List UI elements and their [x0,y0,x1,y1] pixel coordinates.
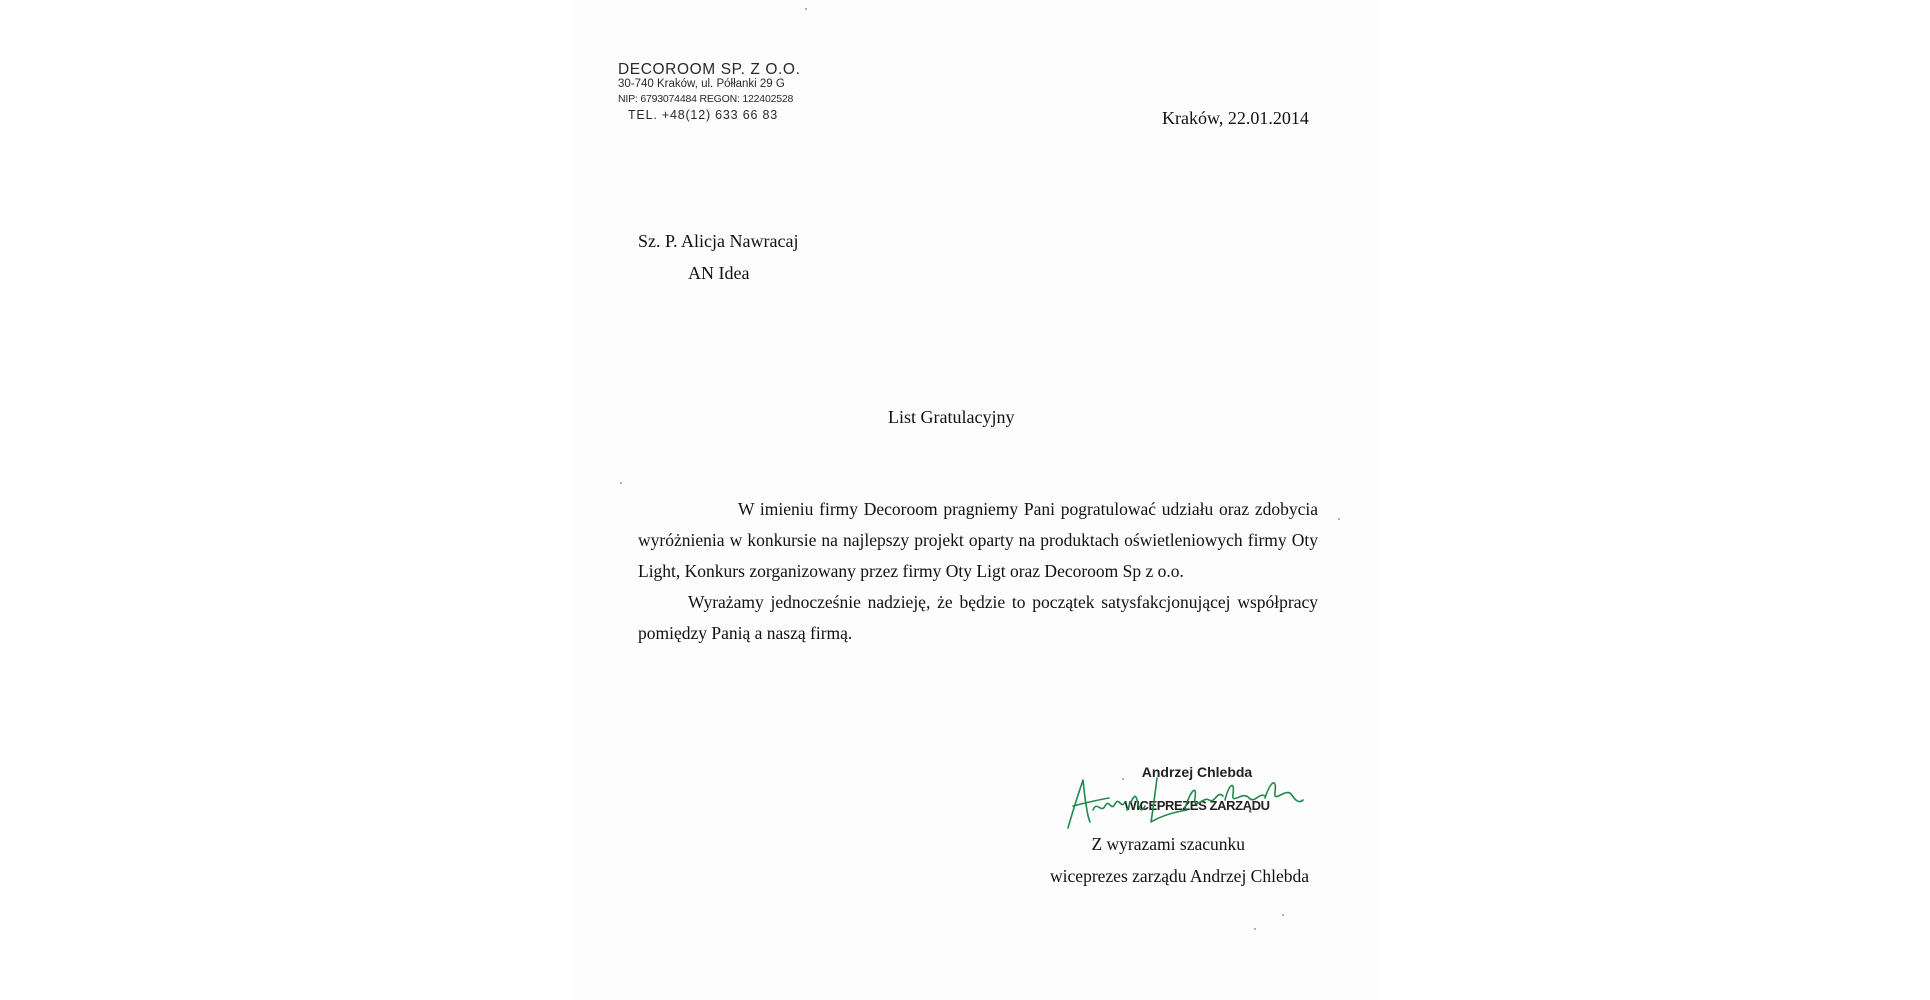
paper-speck [1282,914,1284,916]
letter-date: Kraków, 22.01.2014 [1162,108,1309,128]
letterhead-phone: TEL. +48(12) 633 66 83 [628,108,778,122]
recipient-block [638,225,798,289]
letterhead-company-name: DECOROOM SP. Z O.O. [618,61,801,78]
paper-speck [805,8,807,10]
closing-block [1039,828,1309,892]
body-paragraph: W imieniu firmy Decoroom pragniemy Pani pogratulować udziału oraz zdobycia wyróżnienia w konkursie na najlepszy projekt oparty na produktach oświetleniowych firmy Oty Light, Konkurs zorganizowany przez firmy Oty Ligt oraz Decoroom Sp z o.o. [638,499,1318,581]
recipient-company: AN Idea [688,263,750,283]
letterhead-tax-ids: NIP: 6793074484 REGON: 122402528 [618,93,794,105]
company-letterhead-stamp [618,62,801,122]
recipient-name: Sz. P. Alicja Nawracaj [638,231,799,251]
paper-speck [620,482,622,484]
stamp-signer-name: Andrzej Chlebda [1141,764,1253,780]
letter-body [638,494,1318,649]
paper-speck [1122,778,1124,780]
body-paragraph: Wyrażamy jednocześnie nadzieję, że będzie to początek satysfakcjonującej współpracy pomiędzy Panią a naszą firmą. [638,592,1318,643]
letter-title: List Gratulacyjny [888,407,1015,427]
paper-speck [1338,518,1340,520]
closing-salutation: Z wyrazami szacunku [1091,834,1245,854]
letterhead-address: 30-740 Kraków, ul. Półłanki 29 G [618,78,785,90]
stamp-signer-role: WICEPREZES ZARZĄDU [1124,798,1270,813]
paper-speck [1254,928,1256,930]
closing-signer: wiceprezes zarządu Andrzej Chlebda [1050,866,1309,886]
